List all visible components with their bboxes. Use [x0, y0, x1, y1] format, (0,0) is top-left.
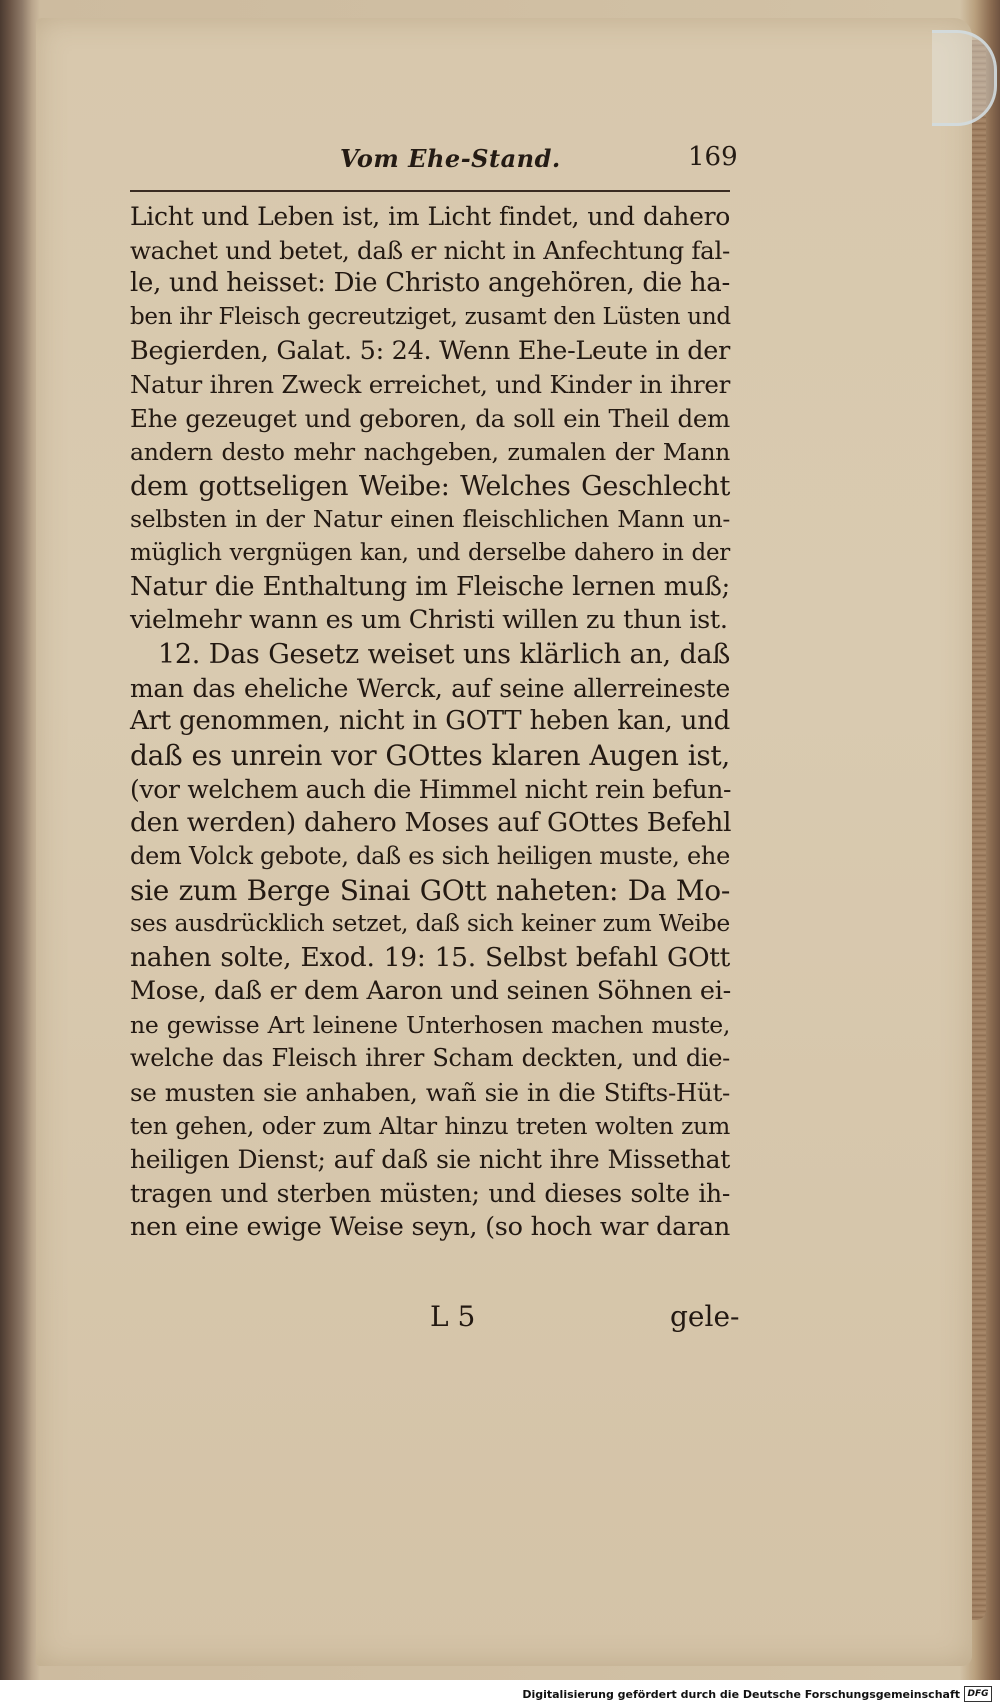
- text-line: nahen solte, Exod. 19: 15. Selbst befahl GOtt: [130, 942, 730, 974]
- text-line: Mose, daß er dem Aaron und seinen Söhnen ei-: [130, 975, 731, 1006]
- text-line: vielmehr wann es um Christi willen zu thun ist.: [130, 605, 728, 636]
- header-rule: [130, 190, 730, 192]
- text-line: ten gehen, oder zum Altar hinzu treten wolten zum: [130, 1111, 730, 1140]
- page-header: [130, 138, 738, 178]
- text-line: dem gottseligen Weibe: Welches Geschlecht: [130, 470, 730, 502]
- text-line: dem Volck gebote, daß es sich heiligen muste, ehe: [130, 842, 730, 871]
- text-line: nen eine ewige Weise seyn, (so hoch war daran: [130, 1211, 730, 1242]
- paragraph-start-line: 12. Das Gesetz weiset uns klärlich an, daß: [158, 638, 730, 670]
- text-line: wachet und betet, daß er nicht in Anfechtung fal-: [130, 235, 730, 265]
- catchword: gele-: [670, 1300, 740, 1333]
- text-line: welche das Fleisch ihrer Scham deckten, und die-: [130, 1044, 730, 1073]
- text-line: müglich vergnügen kan, und derselbe dahero in der: [130, 539, 730, 566]
- digitization-credit: [522, 1686, 992, 1702]
- dfg-logo-icon: DFG: [964, 1686, 992, 1702]
- text-line: Licht und Leben ist, im Licht findet, und dahero: [130, 202, 730, 231]
- text-line: den werden) dahero Moses auf GOttes Befehl: [130, 807, 732, 839]
- text-line: daß es unrein vor GOttes klaren Augen ist,: [130, 739, 730, 772]
- text-line: man das eheliche Werck, auf seine allerreineste: [130, 673, 730, 703]
- text-line: (vor welchem auch die Himmel nicht rein befun-: [130, 774, 732, 804]
- text-line: se musten sie anhaben, wañ sie in die Stifts-Hüt-: [130, 1077, 730, 1107]
- text-line: ne gewisse Art leinene Unterhosen machen muste,: [130, 1010, 730, 1039]
- text-line: andern desto mehr nachgeben, zumalen der Mann: [130, 437, 730, 466]
- text-line: Natur ihren Zweck erreichet, und Kinder in ihrer: [130, 370, 730, 400]
- page-number: 169: [688, 142, 738, 172]
- text-line: heiligen Dienst; auf daß sie nicht ihre Missethat: [130, 1145, 730, 1175]
- text-line: le, und heisset: Die Christo angehören, die ha-: [130, 268, 730, 299]
- body-text: [130, 200, 730, 1244]
- credit-text: Digitalisierung gefördert durch die Deutsche Forschungsgemeinschaft: [522, 1687, 960, 1701]
- text-line: Begierden, Galat. 5: 24. Wenn Ehe-Leute in der: [130, 335, 730, 366]
- page-clip: [932, 30, 997, 126]
- running-head: Vom Ehe-Stand.: [340, 144, 561, 173]
- signature-mark: L 5: [430, 1300, 476, 1333]
- text-line: Ehe gezeuget und geboren, da soll ein Theil dem: [130, 404, 730, 434]
- text-line: tragen und sterben müsten; und dieses solte ih-: [130, 1178, 730, 1208]
- text-line: ses ausdrücklich setzet, daß sich keiner zum Weibe: [130, 909, 730, 938]
- text-line: selbsten in der Natur einen fleischlichen Mann un-: [130, 505, 730, 534]
- text-line: Art genommen, nicht in GOTT heben kan, und: [130, 706, 730, 737]
- text-line: ben ihr Fleisch gecreutziget, zusamt den Lüsten und: [130, 304, 731, 331]
- page-footer: [130, 1300, 740, 1340]
- text-line: Natur die Enthaltung im Fleische lernen muß;: [130, 571, 730, 602]
- text-line: sie zum Berge Sinai GOtt naheten: Da Mo-: [130, 873, 730, 907]
